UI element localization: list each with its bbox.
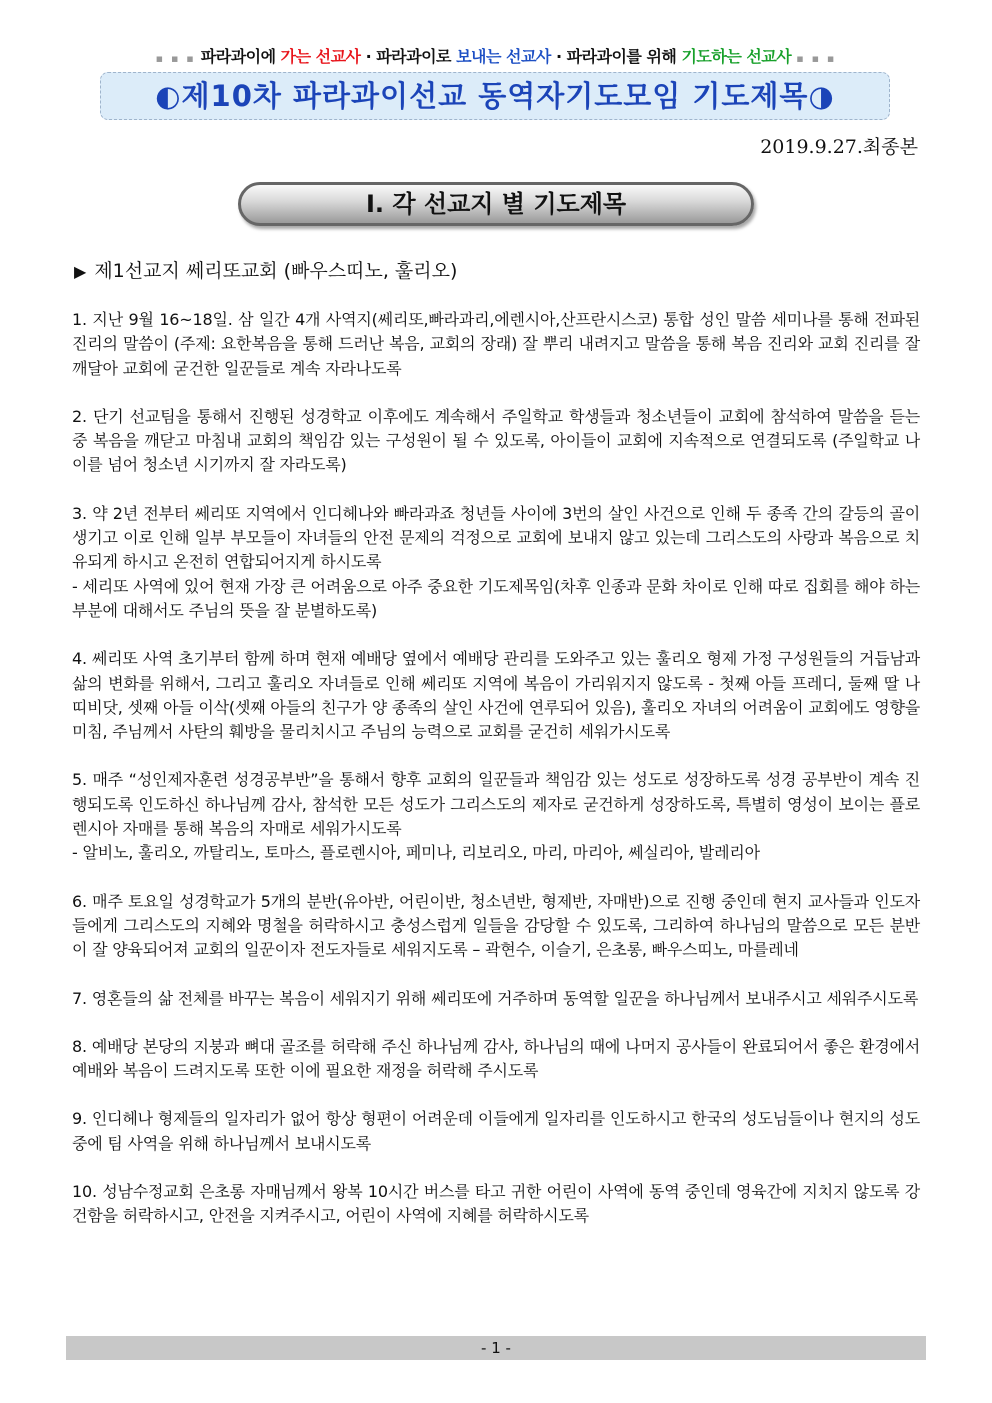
mission-heading <box>74 256 457 283</box>
tagline-sending-missionary: 보내는 선교사 <box>456 47 551 66</box>
mission-heading-text: 제1선교지 쎄리또교회 (빠우스띠노, 훌리오) <box>94 260 458 282</box>
tagline-text-1: 파라과이에 <box>200 47 281 66</box>
tagline-going-missionary: 가는 선교사 <box>280 47 361 66</box>
tagline-marks-right: ▪ ▪ ▪ <box>796 52 837 65</box>
prayer-item-3: 3. 약 2년 전부터 쎄리또 지역에서 인디헤나와 빠라과죠 청년들 사이에 3번의 살인 사건으로 인해 두 종족 간의 갈등의 골이 생기고 이로 인해 일부 부모들이 자녀들의 안전 문제의 걱정으로 교회에 보내지 않고 있는데 그리스도의 사랑과 복음으로 치유되게 하시고 온전히 연합되어지게 하시도록 - 세리또 사역에 있어 현재 가장 큰 어려움으로 아주 중요한 기도제목임(차후 인종과 문화 차이로 인해 따로 집회를 해야 하는 부분에 대해서도 주님의 뜻을 잘 분별하도록) <box>72 503 920 620</box>
tagline-text-5: · 파라과이를 위해 <box>550 47 682 66</box>
document-title: ◐제10차 파라과이선교 동역자기도모임 기도제목◑ <box>100 72 890 120</box>
document-date: 2019.9.27.최종본 <box>760 136 918 158</box>
arrow-right-icon: ▶ <box>74 262 87 281</box>
section-title-banner: Ⅰ. 각 선교지 별 기도제목 <box>238 182 754 226</box>
prayer-item-2: 2. 단기 선교팀을 통해서 진행된 성경학교 이후에도 계속해서 주일학교 학생들과 청소년들이 교회에 참석하여 말씀을 듣는 중 복음을 깨닫고 마침내 교회의 책임감 있는 구성원이 될 수 있도록, 아이들이 교회에 지속적으로 연결되도록 (주일학교 나이를 넘어 청소년 시기까지 잘 자라도록) <box>72 406 920 475</box>
tagline-marks-left: ▪ ▪ ▪ <box>155 52 196 65</box>
prayer-item-5: 5. 매주 “성인제자훈련 성경공부반”을 통해서 향후 교회의 일꾼들과 책임감 있는 성도로 성장하도록 성경 공부반이 계속 진행되도록 인도하신 하나님께 감사, 참석한 모든 성도가 그리스도의 제자로 굳건하게 성장하도록, 특별히 영성이 보이는 플로렌시아 자매를 통해 복음의 자매로 세워가시도록 - 알비노, 훌리오, 까탈리노, 토마스, 플로렌시아, 페미나, 리보리오, 마리, 마리아, 쎄실리아, 발레리아 <box>72 770 920 863</box>
prayer-item-9: 9. 인디헤나 형제들의 일자리가 없어 항상 형편이 어려운데 이들에게 일자리를 인도하시고 한국의 성도님들이나 현지의 성도 중에 팀 사역을 위해 하나님께서 보내시도록 <box>72 1109 920 1153</box>
prayer-item-6: 6. 매주 토요일 성경학교가 5개의 분반(유아반, 어린이반, 청소년반, 형제반, 자매반)으로 진행 중인데 현지 교사들과 인도자들에게 그리스도의 지혜와 명철을 허락하시고 충성스럽게 일들을 감당할 수 있도록, 그리하여 하나님의 말씀으로 모든 분반이 잘 양육되어져 교회의 일꾼이자 전도자들로 세워지도록 – 곽현수, 이슬기, 은초롱, 빠우스띠노, 마를레네 <box>72 891 920 960</box>
prayer-items-list <box>72 308 920 1253</box>
prayer-item-10: 10. 성남수정교회 은초롱 자매님께서 왕복 10시간 버스를 타고 귀한 어린이 사역에 동역 중인데 영육간에 지치지 않도록 강건함을 허락하시고, 안전을 지켜주시고, 어린이 사역에 지혜를 허락하시도록 <box>72 1182 920 1226</box>
page-number: - 1 - <box>66 1336 926 1360</box>
tagline-praying-missionary: 기도하는 선교사 <box>681 47 792 66</box>
header-tagline <box>0 44 992 67</box>
tagline-text-3: · 파라과이로 <box>360 47 457 66</box>
prayer-item-1: 1. 지난 9월 16~18일. 삼 일간 4개 사역지(쎄리또,빠라과리,에렌시아,산프란시스코) 통합 성인 말씀 세미나를 통해 전파된 진리의 말씀이 (주제: 요한복음을 통해 드러난 복음, 교회의 장래) 잘 뿌리 내려지고 말씀을 통해 복음 진리와 교회 진리를 잘 깨달아 교회에 굳건한 일꾼들로 계속 자라나도록 <box>72 310 920 378</box>
prayer-item-8: 8. 예배당 본당의 지붕과 뼈대 골조를 허락해 주신 하나님께 감사, 하나님의 때에 나머지 공사들이 완료되어서 좋은 환경에서 예배와 복음이 드려지도록 또한 이에 필요한 재정을 허락해 주시도록 <box>72 1036 920 1081</box>
prayer-item-4: 4. 쎄리또 사역 초기부터 함께 하며 현재 예배당 옆에서 예배당 관리를 도와주고 있는 훌리오 형제 가정 구성원들의 거듭남과 삶의 변화를 위해서, 그리고 훌리오 자녀들로 인해 쎄리또 지역에 복음이 가리워지지 않도록 - 첫째 아들 프레디, 둘째 딸 나띠비닷, 셋째 아들 이삭(셋째 아들의 친구가 양 종족의 살인 사건에 연루되어 있음), 훌리오 자녀의 어려움이 교회에도 영향을 미침, 주님께서 사탄의 훼방을 물리치시고 주님의 능력으로 교회를 굳건히 세워가시도록 <box>72 649 920 742</box>
prayer-item-7: 7. 영혼들의 삶 전체를 바꾸는 복음이 세워지기 위해 쎄리또에 거주하며 동역할 일꾼을 하나님께서 보내주시고 세워주시도록 <box>72 988 919 1008</box>
